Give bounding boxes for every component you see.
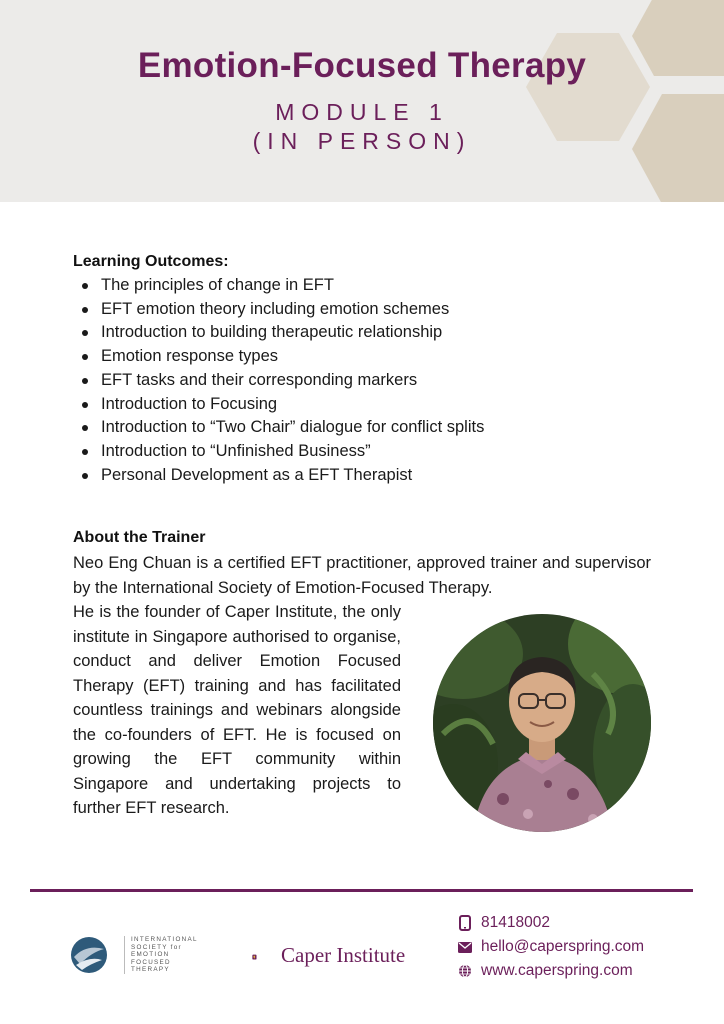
bullet-icon: [82, 425, 88, 431]
website-link[interactable]: www.caperspring.com: [481, 962, 633, 979]
bullet-icon: [82, 283, 88, 289]
caper-logo-text: Caper Institute: [281, 943, 406, 967]
list-item: Introduction to “Unfinished Business”: [73, 440, 484, 464]
footer-divider: [30, 889, 693, 892]
globe-icon: [457, 963, 473, 979]
format-label: (IN PERSON): [252, 128, 472, 154]
list-item: Emotion response types: [73, 345, 484, 369]
caper-logo-icon: [252, 940, 282, 974]
trainer-photo: [433, 614, 651, 832]
phone-icon: [457, 915, 473, 931]
list-item: Introduction to “Two Chair” dialogue for conflict splits: [73, 416, 484, 440]
trainer-bio: He is the founder of Caper Institute, the only institute in Singapore authorised to organise, conduct and deliver Emotion Focused Therapy (EFT) training and has facilitated countless trainings and webinars alongside the co-founders of EFT. He is focused on growing the EFT community within Singapore and undertaking projects to further EFT research.: [73, 603, 401, 817]
list-item: Introduction to Focusing: [73, 393, 484, 417]
envelope-icon: [457, 939, 473, 955]
email-link[interactable]: hello@caperspring.com: [481, 938, 645, 955]
bullet-icon: [82, 307, 88, 313]
isfet-logo-text: INTERNATIONAL SOCIETY for EMOTION FOCUSED THERAPY: [124, 936, 198, 974]
contact-email: [457, 937, 644, 957]
bullet-icon: [82, 473, 88, 479]
phone-number[interactable]: 81418002: [481, 914, 550, 931]
contact-phone: [457, 913, 550, 933]
bullet-icon: [82, 330, 88, 336]
learning-outcomes-list: [73, 274, 484, 487]
list-item: EFT emotion theory including emotion schemes: [73, 298, 484, 322]
list-item: Introduction to building therapeutic relationship: [73, 321, 484, 345]
trainer-intro: Neo Eng Chuan is a certified EFT practitioner, approved trainer and supervisor by the International Society of Emotion-Focused Therapy.: [73, 554, 651, 597]
bullet-icon: [82, 354, 88, 360]
header-banner: [0, 0, 724, 202]
learning-outcomes-heading: Learning Outcomes:: [73, 253, 229, 270]
list-item: Personal Development as a EFT Therapist: [73, 464, 484, 488]
list-item: EFT tasks and their corresponding markers: [73, 369, 484, 393]
contact-website: [457, 961, 633, 981]
page-title: Emotion-Focused Therapy: [137, 46, 587, 85]
about-trainer-heading: About the Trainer: [73, 529, 206, 546]
module-label: MODULE 1: [275, 99, 449, 125]
bullet-icon: [82, 378, 88, 384]
bullet-icon: [82, 402, 88, 408]
bullet-icon: [82, 449, 88, 455]
list-item: The principles of change in EFT: [73, 274, 484, 298]
